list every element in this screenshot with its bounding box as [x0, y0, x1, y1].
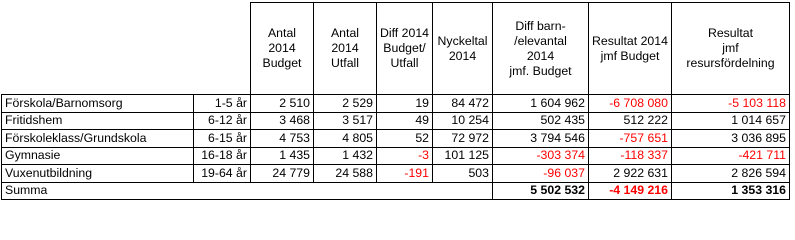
row-age: 16-18 år: [194, 147, 251, 165]
cell-utfall: 24 588: [314, 165, 377, 183]
table-row: [2, 130, 790, 148]
header-text: Antal: [267, 26, 297, 40]
cell-resultat-budget: -757 651: [589, 130, 672, 148]
row-age: 6-12 år: [194, 112, 251, 130]
header-text: Budget: [262, 56, 302, 70]
header-text: jmf: [722, 41, 739, 55]
header-resultat-resurs: [672, 3, 790, 95]
summa-label: Summa: [2, 182, 493, 200]
header-diff-barn: [493, 3, 589, 95]
row-age: 19-64 år: [194, 165, 251, 183]
table-row: [2, 112, 790, 130]
cell-diff: -191: [377, 165, 433, 183]
header-text: Resultat 2014: [592, 33, 668, 48]
cell-utfall: 1 432: [314, 147, 377, 165]
cell-diff: -3: [377, 147, 433, 165]
header-text: /elevantal: [514, 33, 567, 48]
cell-budget: 4 753: [251, 130, 314, 148]
row-name: Vuxenutbildning: [2, 165, 194, 183]
header-text: Budget/: [383, 41, 426, 55]
header-text: Utfall: [330, 56, 360, 70]
cell-budget: 24 779: [251, 165, 314, 183]
cell-diff: 52: [377, 130, 433, 148]
header-text: Resultat: [707, 26, 754, 40]
summa-diff-barn: 5 502 532: [493, 182, 589, 200]
header-row: [2, 3, 790, 95]
header-text: Diff 2014: [380, 26, 429, 40]
summa-resultat-resurs: 1 353 316: [672, 182, 790, 200]
header-text: Nyckeltal: [437, 33, 488, 48]
cell-nyckeltal: 101 125: [433, 147, 493, 165]
cell-resultat-budget: 512 222: [589, 112, 672, 130]
header-text: jmf. Budget: [509, 63, 572, 78]
cell-resultat-resurs: 1 014 657: [672, 112, 790, 130]
row-name: Gymnasie: [2, 147, 194, 165]
cell-resultat-budget: -6 708 080: [589, 95, 672, 113]
header-blank-name: [2, 3, 194, 95]
cell-diff-barn: -303 374: [493, 147, 589, 165]
cell-nyckeltal: 503: [433, 165, 493, 183]
cell-resultat-resurs: 3 036 895: [672, 130, 790, 148]
cell-resultat-resurs: 2 826 594: [672, 165, 790, 183]
cell-utfall: 3 517: [314, 112, 377, 130]
cell-resultat-budget: -118 337: [589, 147, 672, 165]
summa-row: [2, 182, 790, 200]
cell-diff: 49: [377, 112, 433, 130]
header-diff-2014: [377, 3, 433, 95]
header-text: jmf Budget: [600, 48, 660, 63]
header-antal-budget: [251, 3, 314, 95]
cell-resultat-budget: 2 922 631: [589, 165, 672, 183]
budget-table: [1, 2, 790, 200]
cell-diff-barn: -96 037: [493, 165, 589, 183]
header-nyckeltal: [433, 3, 493, 95]
header-text: 2014: [268, 41, 296, 55]
cell-resultat-resurs: -5 103 118: [672, 95, 790, 113]
header-text: 2014: [331, 41, 359, 55]
header-antal-utfall: [314, 3, 377, 95]
header-text: 2014: [448, 48, 477, 63]
cell-diff: 19: [377, 95, 433, 113]
row-name: Fritidshem: [2, 112, 194, 130]
row-age: 1-5 år: [194, 95, 251, 113]
cell-utfall: 2 529: [314, 95, 377, 113]
cell-nyckeltal: 84 472: [433, 95, 493, 113]
cell-budget: 3 468: [251, 112, 314, 130]
cell-budget: 1 435: [251, 147, 314, 165]
header-resultat-budget: [589, 3, 672, 95]
header-text: resursfördelning: [686, 56, 775, 70]
header-text: Antal: [330, 26, 360, 40]
cell-diff-barn: 3 794 546: [493, 130, 589, 148]
header-blank-age: [194, 3, 251, 95]
cell-budget: 2 510: [251, 95, 314, 113]
header-text: 2014: [526, 48, 555, 63]
table-row: [2, 147, 790, 165]
cell-utfall: 4 805: [314, 130, 377, 148]
cell-diff-barn: 502 435: [493, 112, 589, 130]
cell-nyckeltal: 10 254: [433, 112, 493, 130]
cell-nyckeltal: 72 972: [433, 130, 493, 148]
table-row: [2, 165, 790, 183]
cell-resultat-resurs: -421 711: [672, 147, 790, 165]
summa-resultat-budget: -4 149 216: [589, 182, 672, 200]
row-name: Förskola/Barnomsorg: [2, 95, 194, 113]
cell-diff-barn: 1 604 962: [493, 95, 589, 113]
header-text: Utfall: [390, 56, 419, 70]
header-text: Diff barn-: [515, 18, 566, 33]
row-age: 6-15 år: [194, 130, 251, 148]
row-name: Förskoleklass/Grundskola: [2, 130, 194, 148]
table-row: [2, 95, 790, 113]
